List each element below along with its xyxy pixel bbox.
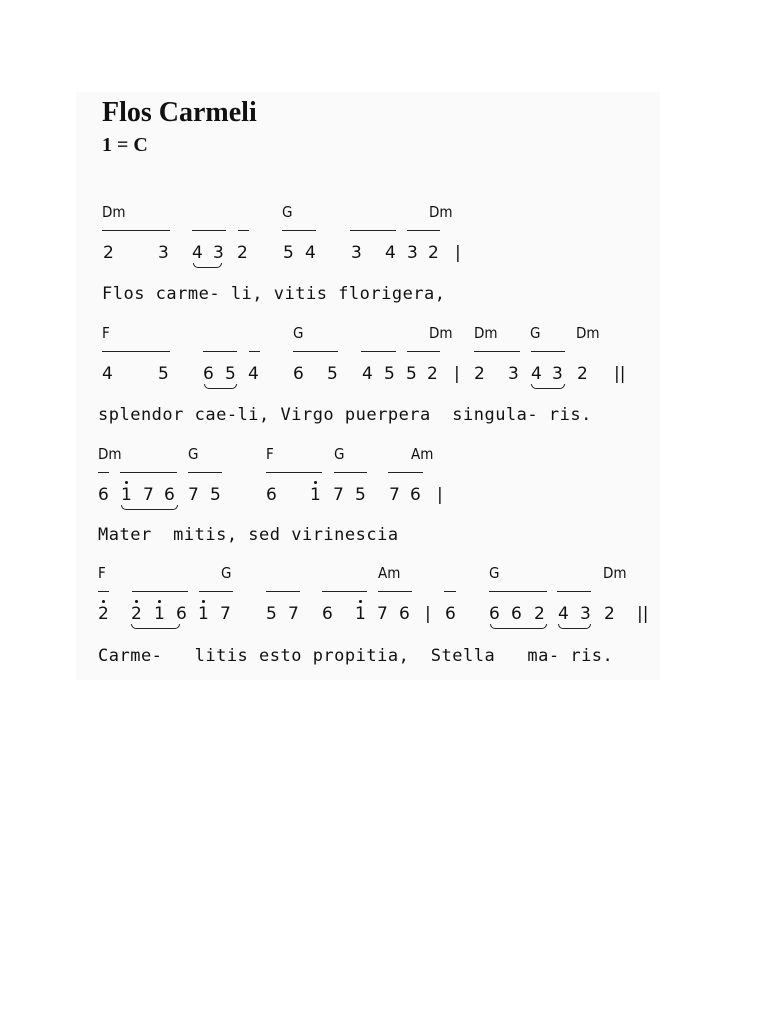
barline: | bbox=[437, 485, 443, 505]
note: 4 bbox=[248, 364, 259, 384]
note: 5 bbox=[158, 364, 169, 384]
chord-symbol: G bbox=[489, 564, 500, 582]
rhythm-bar bbox=[388, 472, 423, 473]
rhythm-bar bbox=[557, 591, 591, 592]
rhythm-bar bbox=[322, 591, 367, 592]
note: 6 bbox=[293, 364, 304, 384]
rhythm-bar bbox=[334, 472, 367, 473]
note: 1 bbox=[154, 604, 165, 624]
rhythm-bar bbox=[102, 230, 170, 231]
chord-symbol: Dm bbox=[474, 324, 498, 342]
slur bbox=[121, 505, 178, 510]
rhythm-bar bbox=[132, 591, 188, 592]
chord-symbol: Dm bbox=[429, 203, 453, 221]
note: 6 bbox=[322, 604, 333, 624]
rhythm-bar bbox=[361, 351, 396, 352]
chord-symbol: F bbox=[266, 445, 274, 463]
note: 6 bbox=[410, 485, 421, 505]
note: 6 bbox=[266, 485, 277, 505]
note: 2 bbox=[103, 243, 114, 263]
note: 2 bbox=[534, 604, 545, 624]
chord-symbol: G bbox=[530, 324, 541, 342]
note: 2 bbox=[474, 364, 485, 384]
rhythm-bar bbox=[249, 351, 260, 352]
octave-dot bbox=[102, 600, 105, 603]
note: 1 bbox=[355, 604, 366, 624]
chord-symbol: G bbox=[334, 445, 345, 463]
note: 7 bbox=[220, 604, 231, 624]
rhythm-bar bbox=[474, 351, 520, 352]
lyrics-line: Carme- litis esto propitia, Stella ma- ris. bbox=[98, 646, 614, 666]
rhythm-bar bbox=[444, 591, 456, 592]
lyrics-line: splendor cae-li, Virgo puerpera singula- ris. bbox=[98, 405, 592, 425]
chord-symbol: F bbox=[102, 324, 110, 342]
rhythm-bar bbox=[489, 591, 547, 592]
chord-symbol: G bbox=[221, 564, 232, 582]
note: 3 bbox=[552, 364, 563, 384]
note: 2 bbox=[131, 604, 142, 624]
note: 3 bbox=[351, 243, 362, 263]
note: 4 bbox=[305, 243, 316, 263]
chord-symbol: Dm bbox=[98, 445, 122, 463]
octave-dot bbox=[202, 600, 205, 603]
note: 5 bbox=[384, 364, 395, 384]
chord-symbol: F bbox=[98, 564, 106, 582]
note: 6 bbox=[445, 604, 456, 624]
rhythm-bar bbox=[407, 230, 440, 231]
slur bbox=[193, 263, 222, 268]
note: 5 bbox=[283, 243, 294, 263]
note: 7 bbox=[377, 604, 388, 624]
chord-symbol: Dm bbox=[603, 564, 627, 582]
chord-symbol: Dm bbox=[429, 324, 453, 342]
note: 5 bbox=[406, 364, 417, 384]
rhythm-bar bbox=[102, 351, 170, 352]
note: 2 bbox=[98, 604, 109, 624]
chord-symbol: Am bbox=[411, 445, 434, 463]
barline: | bbox=[455, 243, 461, 263]
note: 3 bbox=[508, 364, 519, 384]
octave-dot bbox=[158, 600, 161, 603]
octave-dot bbox=[135, 600, 138, 603]
note: 5 bbox=[327, 364, 338, 384]
rhythm-bar bbox=[293, 351, 338, 352]
note: 7 bbox=[333, 485, 344, 505]
note: 2 bbox=[428, 243, 439, 263]
note: 3 bbox=[158, 243, 169, 263]
lyrics-line: Flos carme- li, vitis florigera, bbox=[102, 284, 446, 304]
note: 1 bbox=[198, 604, 209, 624]
key-signature: 1 = C bbox=[102, 134, 148, 156]
chord-symbol: Am bbox=[378, 564, 401, 582]
barline: || bbox=[637, 604, 649, 624]
note: 7 bbox=[188, 485, 199, 505]
rhythm-bar bbox=[192, 230, 226, 231]
note: 5 bbox=[355, 485, 366, 505]
barline: | bbox=[454, 364, 460, 384]
rhythm-bar bbox=[98, 591, 109, 592]
note: 4 bbox=[192, 243, 203, 263]
chord-symbol: G bbox=[293, 324, 304, 342]
barline: || bbox=[614, 364, 626, 384]
note: 3 bbox=[580, 604, 591, 624]
chord-symbol: G bbox=[188, 445, 199, 463]
note: 2 bbox=[604, 604, 615, 624]
note: 6 bbox=[203, 364, 214, 384]
slur bbox=[131, 624, 180, 629]
rhythm-bar bbox=[98, 472, 109, 473]
note: 2 bbox=[237, 243, 248, 263]
rhythm-bar bbox=[238, 230, 249, 231]
note: 4 bbox=[531, 364, 542, 384]
note: 5 bbox=[210, 485, 221, 505]
rhythm-bar bbox=[203, 351, 237, 352]
chord-symbol: Dm bbox=[102, 203, 126, 221]
rhythm-bar bbox=[531, 351, 565, 352]
note: 4 bbox=[385, 243, 396, 263]
note: 6 bbox=[176, 604, 187, 624]
note: 7 bbox=[389, 485, 400, 505]
note: 6 bbox=[511, 604, 522, 624]
note: 5 bbox=[266, 604, 277, 624]
rhythm-bar bbox=[266, 472, 322, 473]
song-title: Flos Carmeli bbox=[102, 97, 257, 128]
slur bbox=[531, 384, 565, 389]
lyrics-line: Mater mitis, sed virinescia bbox=[98, 525, 399, 545]
rhythm-bar bbox=[378, 591, 412, 592]
note: 3 bbox=[407, 243, 418, 263]
rhythm-bar bbox=[266, 591, 300, 592]
note: 1 bbox=[121, 485, 132, 505]
note: 4 bbox=[362, 364, 373, 384]
octave-dot bbox=[125, 481, 128, 484]
note: 6 bbox=[98, 485, 109, 505]
rhythm-bar bbox=[188, 472, 222, 473]
note: 3 bbox=[213, 243, 224, 263]
chord-symbol: G bbox=[282, 203, 293, 221]
octave-dot bbox=[314, 481, 317, 484]
note: 4 bbox=[102, 364, 113, 384]
note: 7 bbox=[288, 604, 299, 624]
slur bbox=[204, 384, 237, 389]
note: 4 bbox=[558, 604, 569, 624]
rhythm-bar bbox=[282, 230, 316, 231]
octave-dot bbox=[359, 600, 362, 603]
chord-symbol: Dm bbox=[576, 324, 600, 342]
rhythm-bar bbox=[120, 472, 177, 473]
note: 6 bbox=[164, 485, 175, 505]
note: 1 bbox=[310, 485, 321, 505]
note: 5 bbox=[225, 364, 236, 384]
note: 6 bbox=[399, 604, 410, 624]
slur bbox=[490, 624, 547, 629]
rhythm-bar bbox=[199, 591, 233, 592]
slur bbox=[558, 624, 591, 629]
note: 7 bbox=[143, 485, 154, 505]
barline: | bbox=[425, 604, 431, 624]
note: 2 bbox=[577, 364, 588, 384]
note: 2 bbox=[427, 364, 438, 384]
note: 6 bbox=[489, 604, 500, 624]
rhythm-bar bbox=[350, 230, 396, 231]
rhythm-bar bbox=[407, 351, 440, 352]
